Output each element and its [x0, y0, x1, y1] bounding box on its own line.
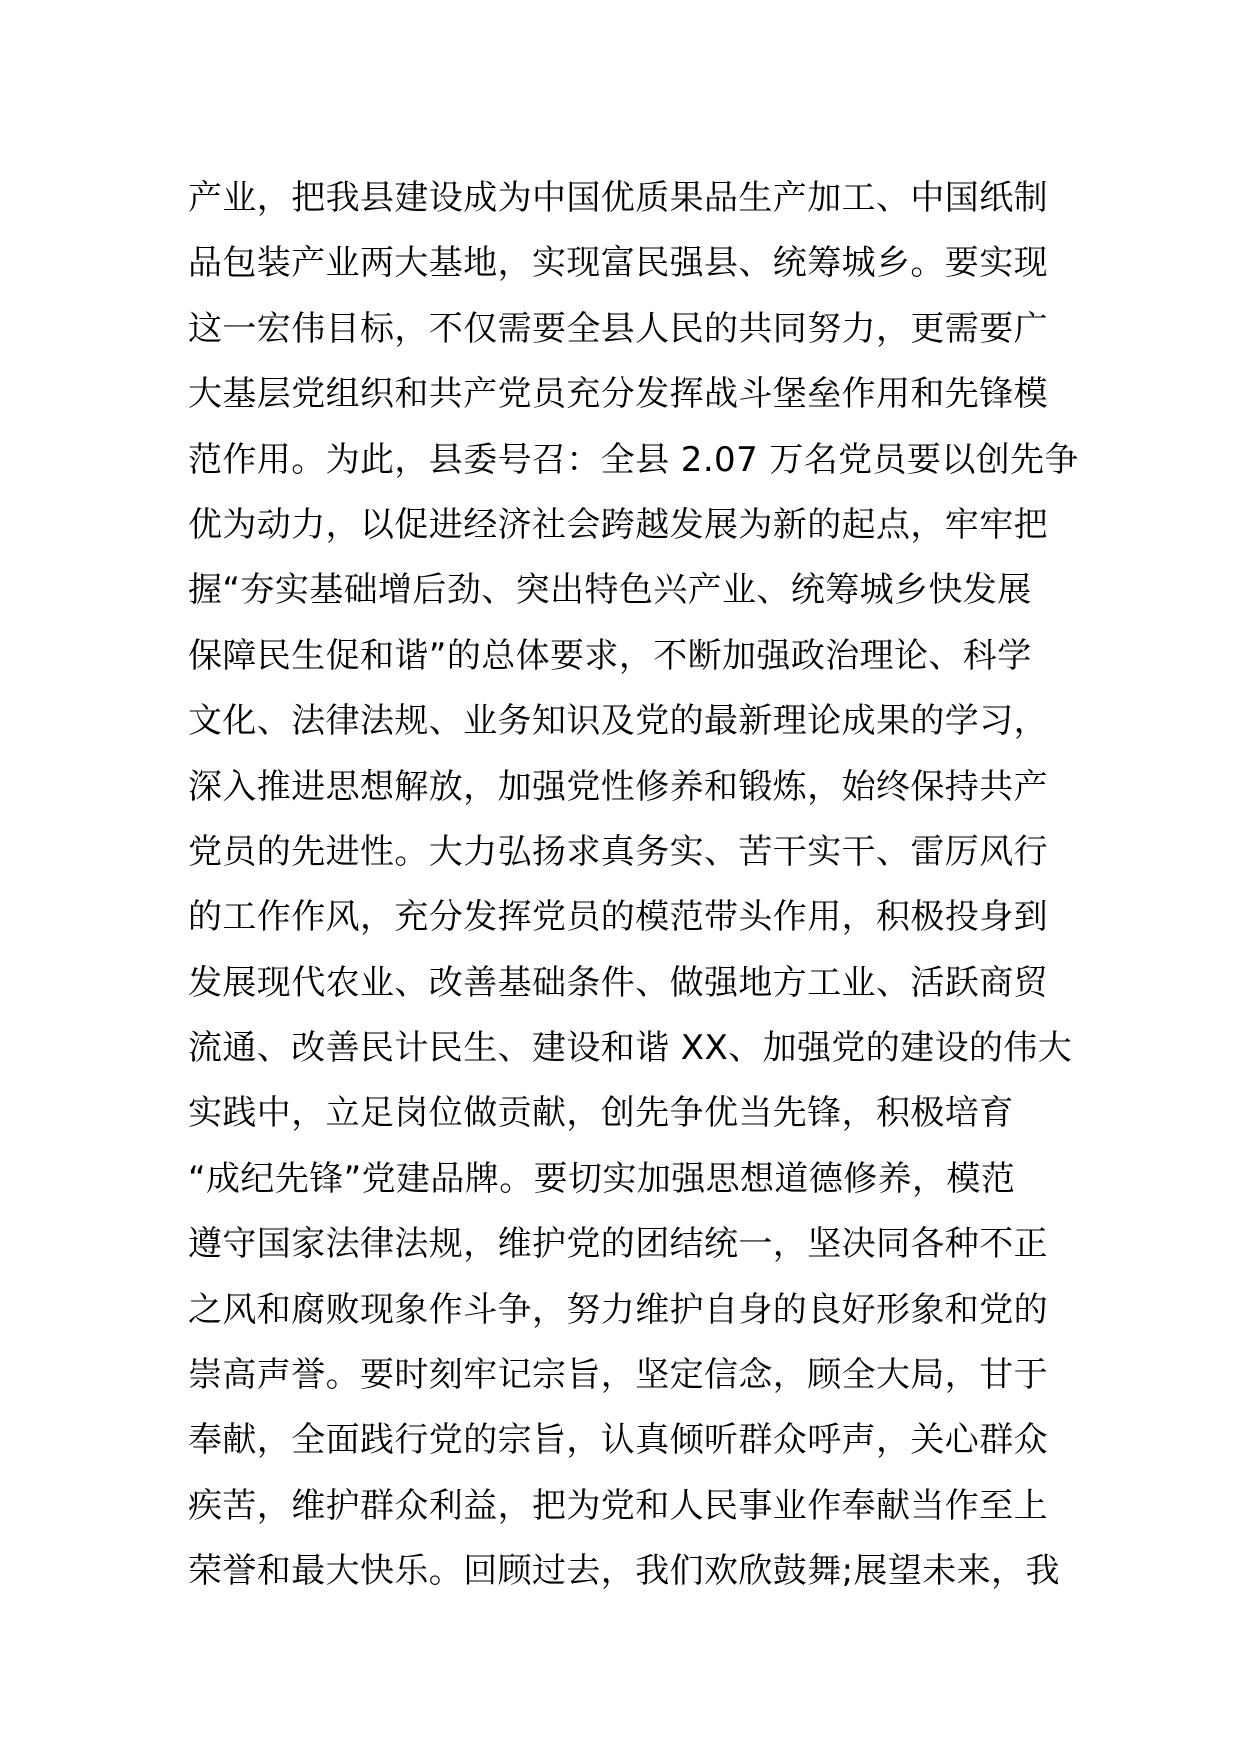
text-line: 奉献，全面践行党的宗旨，认真倾听群众呼声，关心群众	[188, 1420, 1048, 1461]
text-line: 优为动力，以促进经济社会跨越发展为新的起点，牢牢把	[188, 504, 1048, 545]
text-line: 荣誉和最大快乐。回顾过去，我们欢欣鼓舞;展望未来，我	[188, 1551, 1060, 1592]
text-line: 的工作作风，充分发挥党员的模范带头作用，积极投身到	[188, 897, 1048, 938]
text-line: 实践中，立足岗位做贡献，创先争优当先锋，积极培育	[188, 1093, 1014, 1134]
text-line: 之风和腐败现象作斗争，努力维护自身的良好形象和党的	[188, 1289, 1048, 1330]
text-line: 流通、改善民计民生、建设和谐 XX、加强党的建设的伟大	[188, 1028, 1073, 1069]
text-line: 深入推进思想解放，加强党性修养和锻炼，始终保持共产	[188, 766, 1048, 807]
text-line: 大基层党组织和共产党员充分发挥战斗堡垒作用和先锋模	[188, 374, 1048, 415]
text-line: 发展现代农业、改善基础条件、做强地方工业、活跃商贸	[188, 962, 1048, 1003]
text-line: “成纪先锋”党建品牌。要切实加强思想道德修养，模范	[188, 1158, 1016, 1199]
text-line: 这一宏伟目标，不仅需要全县人民的共同努力，更需要广	[188, 308, 1048, 349]
text-line: 品包装产业两大基地，实现富民强县、统筹城乡。要实现	[188, 243, 1048, 284]
text-line: 握“夯实基础增后劲、突出特色兴产业、统筹城乡快发展	[188, 570, 1032, 611]
text-line: 产业，把我县建设成为中国优质果品生产加工、中国纸制	[188, 178, 1048, 218]
text-line: 崇高声誉。要时刻牢记宗旨，坚定信念，顾全大局，甘于	[188, 1355, 1048, 1396]
body-text	[188, 166, 1079, 1605]
text-line: 保障民生促和谐”的总体要求，不断加强政治理论、科学	[188, 635, 1032, 676]
text-line: 党员的先进性。大力弘扬求真务实、苦干实干、雷厉风行	[188, 831, 1048, 872]
text-line: 遵守国家法律法规，维护党的团结统一，坚决同各种不正	[188, 1224, 1048, 1265]
text-line: 文化、法律法规、业务知识及党的最新理论成果的学习，	[188, 701, 1048, 742]
text-line: 范作用。为此，县委号召：全县 2.07 万名党员要以创先争	[188, 439, 1079, 480]
text-line: 疾苦，维护群众利益，把为党和人民事业作奉献当作至上	[188, 1485, 1048, 1526]
